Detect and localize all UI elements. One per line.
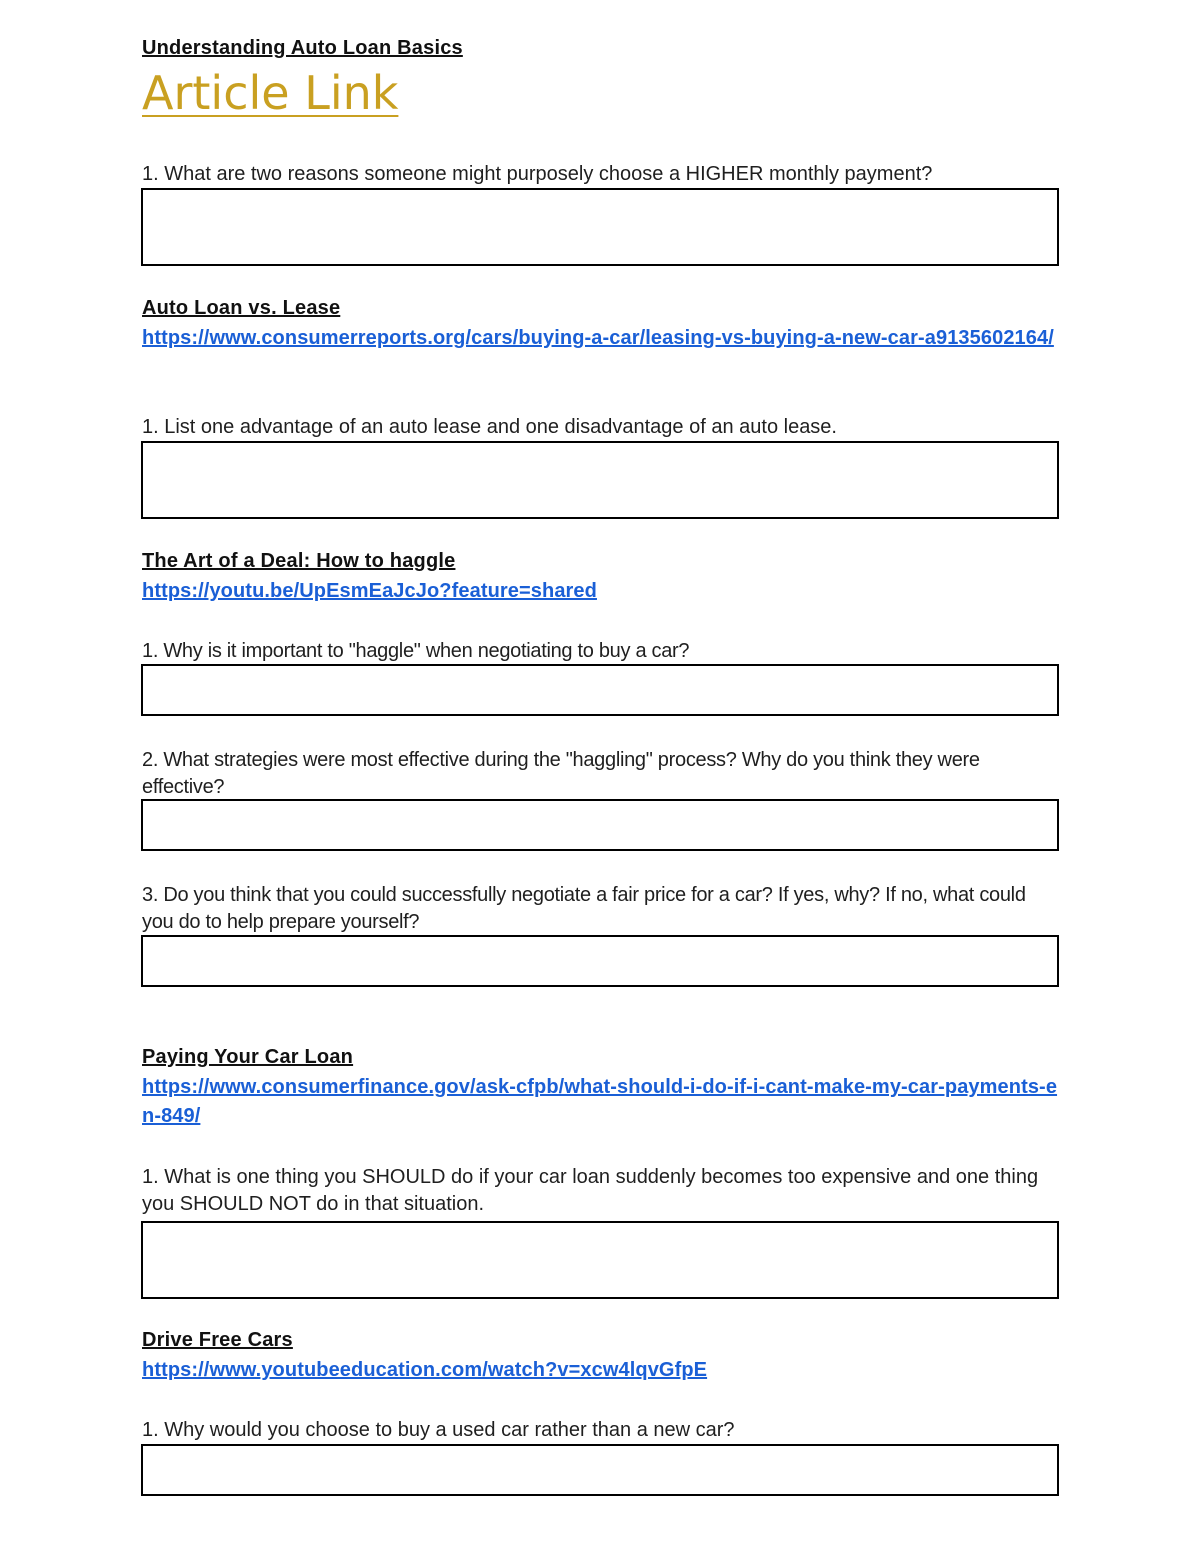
answer-box-used-car-1[interactable] <box>141 1444 1059 1496</box>
page-title: Understanding Auto Loan Basics <box>142 37 463 59</box>
answer-box-paying-1[interactable] <box>141 1221 1059 1299</box>
question-haggle-2: 2. What strategies were most effective during the "haggling" process? Why do you think they were effective? <box>142 749 980 798</box>
link-consumerreports[interactable]: https://www.consumerreports.org/cars/buying-a-car/leasing-vs-buying-a-new-car-a9135602164/ <box>142 327 1054 349</box>
answer-box-haggle-2[interactable] <box>141 799 1059 851</box>
question-haggle-3: 3. Do you think that you could successfully negotiate a fair price for a car? If yes, why? If no, what could you do to help prepare yourself? <box>142 884 1026 933</box>
question-used-car-1: 1. Why would you choose to buy a used car rather than a new car? <box>142 1419 735 1441</box>
answer-box-lease-1[interactable] <box>141 441 1059 519</box>
link-youtu-be[interactable]: https://youtu.be/UpEsmEaJcJo?feature=shared <box>142 580 597 602</box>
link-youtubeeducation[interactable]: https://www.youtubeeducation.com/watch?v=xcw4lqvGfpE <box>142 1359 708 1381</box>
link-consumerfinance[interactable]: https://www.consumerfinance.gov/ask-cfpb/what-should-i-do-if-i-cant-make-my-car-payments-en-849/ <box>142 1076 1058 1127</box>
question-intro-1: 1. What are two reasons someone might purposely choose a HIGHER monthly payment? <box>142 163 933 185</box>
answer-box-haggle-3[interactable] <box>141 935 1059 987</box>
question-lease-1: 1. List one advantage of an auto lease and one disadvantage of an auto lease. <box>142 416 837 438</box>
section-heading-paying-your-car-loan: Paying Your Car Loan <box>142 1046 354 1068</box>
article-link[interactable]: Article Link <box>142 66 399 120</box>
answer-box-intro-1[interactable] <box>141 188 1059 266</box>
question-paying-1: 1. What is one thing you SHOULD do if your car loan suddenly becomes too expensive and one thing you SHOULD NOT do in that situation. <box>142 1166 1039 1215</box>
answer-box-haggle-1[interactable] <box>141 664 1059 716</box>
section-heading-drive-free-cars: Drive Free Cars <box>142 1329 293 1351</box>
section-heading-auto-loan-vs-lease: Auto Loan vs. Lease <box>142 297 341 319</box>
section-heading-art-of-a-deal: The Art of a Deal: How to haggle <box>142 550 456 572</box>
question-haggle-1: 1. Why is it important to "haggle" when negotiating to buy a car? <box>142 640 690 662</box>
